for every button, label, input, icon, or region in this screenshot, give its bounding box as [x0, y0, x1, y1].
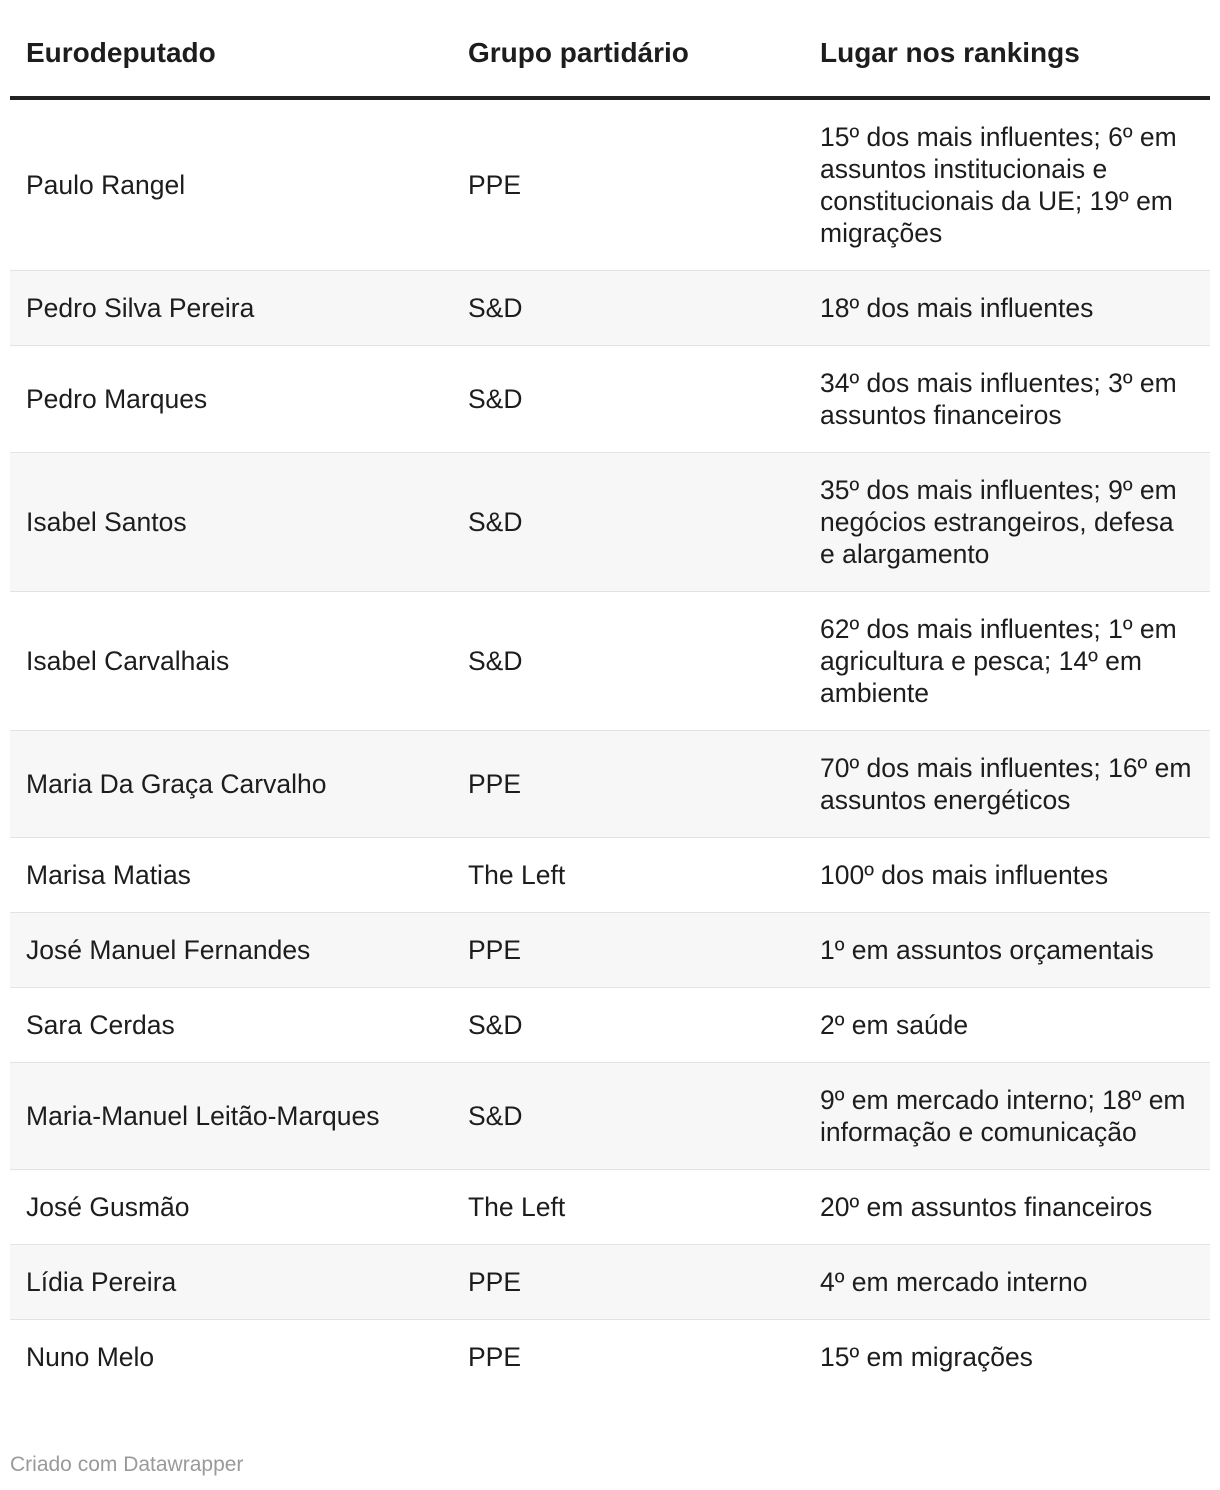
column-header-lugar-rankings[interactable]: Lugar nos rankings	[804, 0, 1210, 98]
cell-ranking: 34º dos mais influentes; 3º em assuntos financeiros	[804, 346, 1210, 453]
cell-eurodeputado: Nuno Melo	[26, 1342, 155, 1372]
cell-ranking: 18º dos mais influentes	[804, 271, 1210, 346]
cell-grupo: PPE	[452, 1245, 804, 1320]
cell-eurodeputado: Maria-Manuel Leitão-Marques	[10, 1063, 452, 1170]
cell-ranking: 4º em mercado interno	[804, 1245, 1210, 1320]
cell-grupo: PPE	[452, 731, 804, 838]
rankings-table	[10, 0, 1210, 1394]
cell-eurodeputado: Maria Da Graça Carvalho	[10, 731, 452, 838]
cell-grupo: PPE	[468, 1342, 522, 1372]
rankings-table-container	[10, 0, 1210, 1394]
cell-eurodeputado: Pedro Silva Pereira	[10, 271, 452, 346]
table-row	[10, 731, 1210, 838]
cell-eurodeputado: Sara Cerdas	[10, 988, 452, 1063]
table-row	[10, 453, 1210, 592]
table-row	[10, 346, 1210, 453]
column-header-grupo-partidario[interactable]: Grupo partidário	[452, 0, 804, 98]
cell-ranking: 62º dos mais influentes; 1º em agricultura e pesca; 14º em ambiente	[804, 592, 1210, 731]
cell-ranking: 15º dos mais influentes; 6º em assuntos institucionais e constitucionais da UE; 19º em migrações	[804, 98, 1210, 271]
table-row	[10, 271, 1210, 346]
cell-ranking: 1º em assuntos orçamentais	[804, 913, 1210, 988]
cell-ranking: 100º dos mais influentes	[804, 838, 1210, 913]
cell-grupo: PPE	[452, 913, 804, 988]
cell-grupo: S&D	[452, 271, 804, 346]
table-row	[10, 592, 1210, 731]
cell-eurodeputado: Isabel Carvalhais	[10, 592, 452, 731]
table-row	[10, 1063, 1210, 1170]
cell-ranking: 2º em saúde	[804, 988, 1210, 1063]
table-row	[10, 98, 1210, 271]
cell-grupo: S&D	[452, 346, 804, 453]
cell-ranking: 9º em mercado interno; 18º em informação e comunicação	[804, 1063, 1210, 1170]
cell-ranking: 35º dos mais influentes; 9º em negócios estrangeiros, defesa e alargamento	[804, 453, 1210, 592]
cell-eurodeputado: Pedro Marques	[10, 346, 452, 453]
datawrapper-credit[interactable]: Criado com Datawrapper	[10, 1453, 244, 1476]
cell-grupo: S&D	[452, 592, 804, 731]
column-header-eurodeputado[interactable]: Eurodeputado	[10, 0, 452, 98]
cell-grupo: PPE	[452, 98, 804, 271]
table-header-row	[10, 0, 1210, 98]
cell-grupo: S&D	[452, 453, 804, 592]
table-row	[10, 838, 1210, 913]
table-row	[10, 1320, 1210, 1395]
cell-eurodeputado: Isabel Santos	[10, 453, 452, 592]
cell-grupo: The Left	[452, 838, 804, 913]
cell-eurodeputado: Lídia Pereira	[10, 1245, 452, 1320]
cell-eurodeputado: José Manuel Fernandes	[10, 913, 452, 988]
cell-grupo: The Left	[452, 1170, 804, 1245]
cell-ranking: 15º em migrações	[820, 1342, 1033, 1372]
cell-ranking: 20º em assuntos financeiros	[804, 1170, 1210, 1245]
cell-eurodeputado: Marisa Matias	[10, 838, 452, 913]
cell-eurodeputado: José Gusmão	[10, 1170, 452, 1245]
cell-ranking: 70º dos mais influentes; 16º em assuntos energéticos	[804, 731, 1210, 838]
cell-grupo: S&D	[452, 1063, 804, 1170]
table-row	[10, 1245, 1210, 1320]
cell-eurodeputado: Paulo Rangel	[10, 98, 452, 271]
table-row	[10, 1170, 1210, 1245]
table-row	[10, 913, 1210, 988]
table-row	[10, 988, 1210, 1063]
cell-grupo: S&D	[452, 988, 804, 1063]
